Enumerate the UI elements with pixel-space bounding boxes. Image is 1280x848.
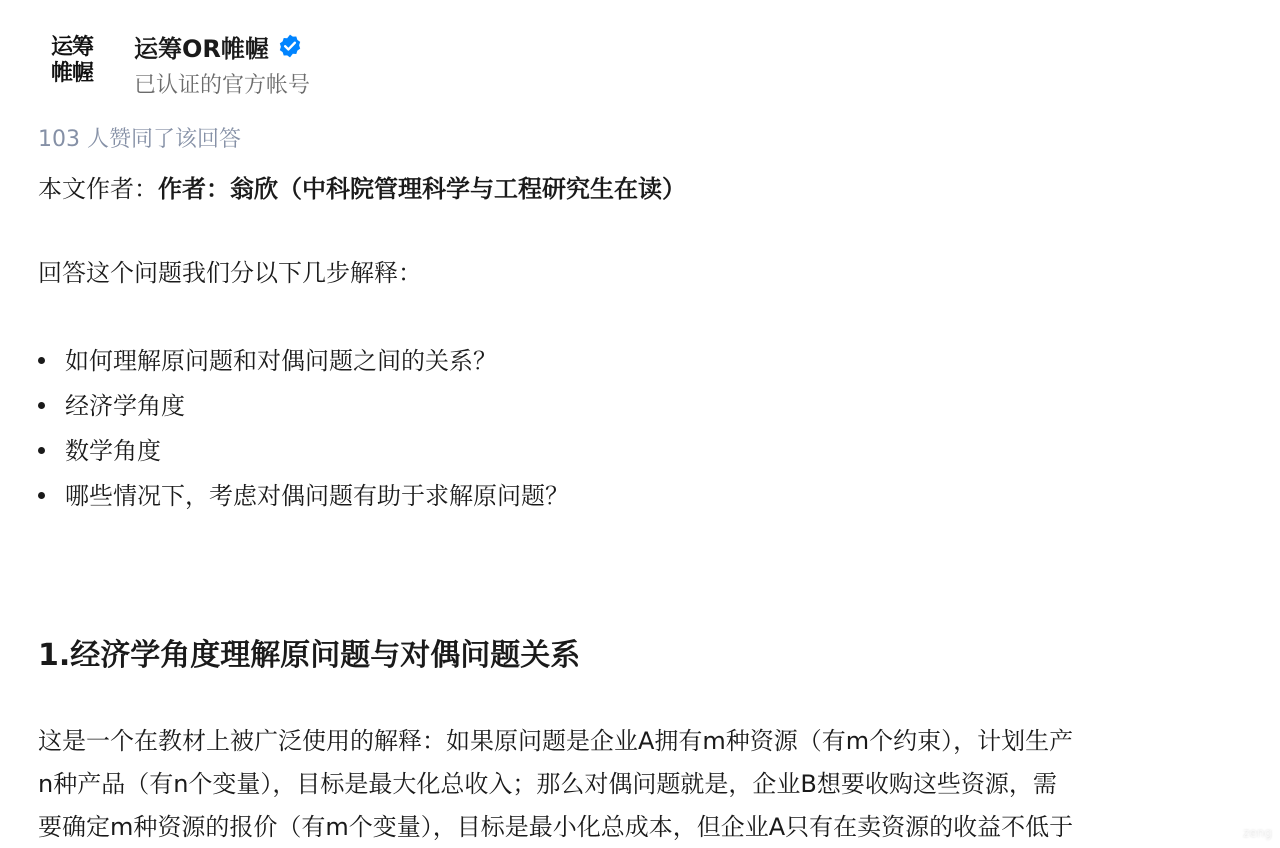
paragraph-line: n种产品（有n个变量），目标是最大化总收入；那么对偶问题就是，企业B想要收购这些资源，需 [38, 770, 1057, 798]
paragraph-line: 要确定m种资源的报价（有m个变量），目标是最小化总成本，但企业A只有在卖资源的收益不低于 [38, 813, 1074, 841]
author-name-row [134, 28, 310, 64]
verified-badge-icon [277, 33, 303, 59]
section-paragraph [38, 720, 1248, 848]
bullet-icon [38, 492, 45, 499]
byline [38, 172, 686, 206]
author-avatar[interactable] [38, 26, 106, 94]
avatar-text-line2: 帷幄 [50, 60, 93, 86]
author-header [38, 26, 310, 99]
paragraph-line: 这是一个在教材上被广泛使用的解释：如果原问题是企业A拥有m种资源（有m个约束），计划生产 [38, 727, 1074, 755]
list-item: 哪些情况下，考虑对偶问题有助于求解原问题？ [38, 473, 569, 518]
bullet-icon [38, 402, 45, 409]
author-info [134, 28, 310, 99]
list-item: 如何理解原问题和对偶问题之间的关系？ [38, 338, 569, 383]
bullet-icon [38, 447, 45, 454]
bullet-icon [38, 357, 45, 364]
section-heading: 1.经济学角度理解原问题与对偶问题关系 [38, 638, 581, 673]
outline-list [38, 338, 569, 518]
author-name[interactable]: 运筹OR帷幄 [134, 34, 269, 63]
vote-count: 103 人赞同了该回答 [38, 127, 241, 152]
avatar-text-line1: 运筹 [50, 34, 93, 60]
intro-text: 回答这个问题我们分以下几步解释： [38, 259, 422, 287]
author-verification-text: 已认证的官方帐号 [134, 73, 311, 98]
byline-label: 本文作者： [38, 175, 158, 203]
list-item: 经济学角度 [38, 383, 569, 428]
list-item: 数学角度 [38, 428, 569, 473]
byline-author: 作者：翁欣（中科院管理科学与工程研究生在读） [158, 175, 686, 203]
watermark: zeng [1243, 826, 1272, 840]
